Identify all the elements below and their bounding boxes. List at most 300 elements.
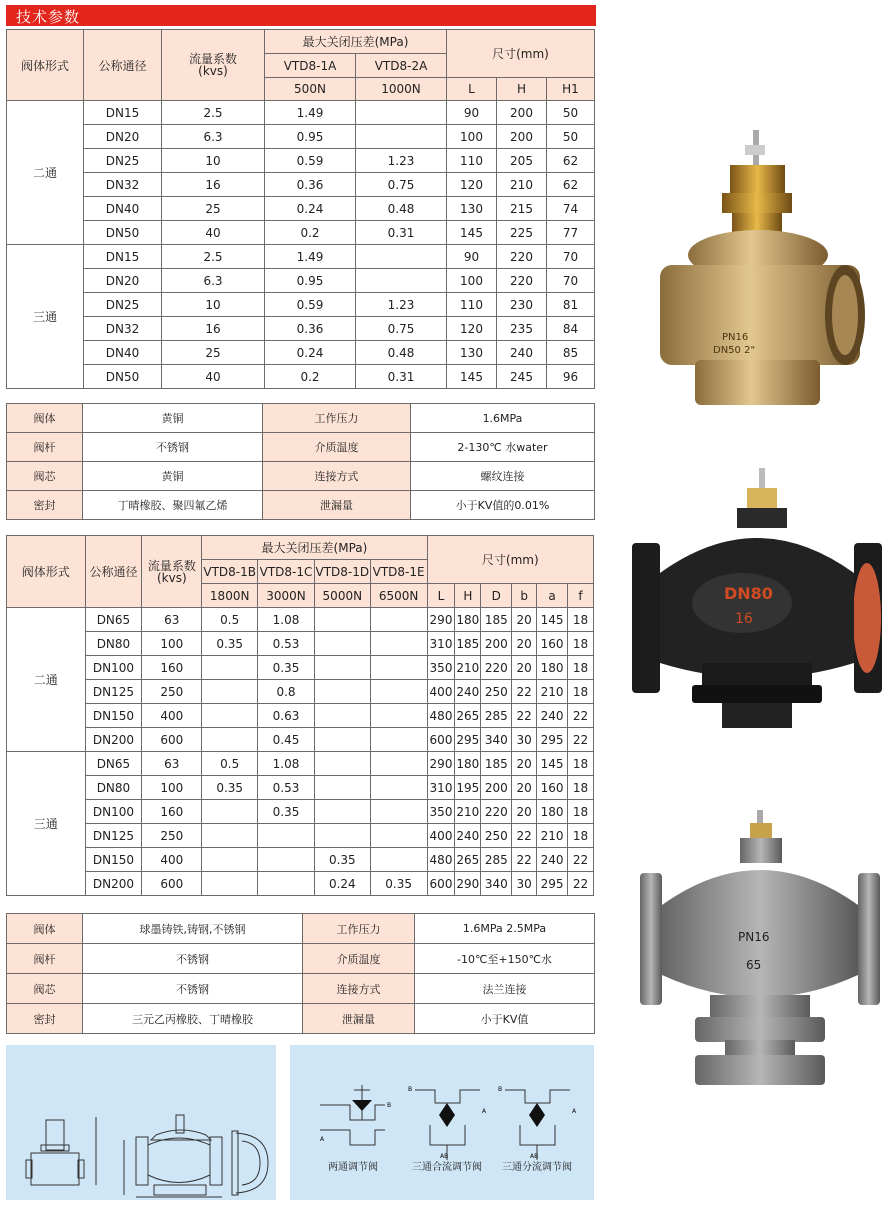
material-value: 螺纹连接 <box>411 462 595 491</box>
table-cell: 160 <box>537 632 568 656</box>
material-label: 连接方式 <box>263 462 411 491</box>
table-cell: 130 <box>447 197 497 221</box>
dimension-drawing <box>6 1045 276 1200</box>
table-cell: 0.35 <box>202 776 258 800</box>
table-cell <box>314 680 370 704</box>
table-cell: 480 <box>427 704 455 728</box>
col-dn: 公称通径 <box>85 536 142 608</box>
col-size: 尺寸(mm) <box>447 30 595 78</box>
table-cell: 290 <box>455 872 481 896</box>
material-value: 球墨铸铁,铸钢,不锈钢 <box>83 914 303 944</box>
col-type: 阀体形式 <box>7 30 84 101</box>
table-cell: 18 <box>568 608 594 632</box>
col-dn: 公称通径 <box>84 30 162 101</box>
table-cell: 10 <box>162 149 265 173</box>
port-a-label: A <box>320 1136 325 1143</box>
brass-valve-photo <box>650 125 865 415</box>
table-cell: 25 <box>162 341 265 365</box>
table-cell <box>202 872 258 896</box>
material-row <box>7 914 595 944</box>
table-cell: 130 <box>447 341 497 365</box>
table-cell: 22 <box>568 848 594 872</box>
table-cell: DN125 <box>85 824 142 848</box>
table-cell: DN150 <box>85 848 142 872</box>
col-dim: b <box>512 584 537 608</box>
table-cell: 145 <box>447 221 497 245</box>
table-cell <box>370 752 427 776</box>
table-cell: 180 <box>455 752 481 776</box>
table-cell: 85 <box>547 341 595 365</box>
table-cell: 20 <box>512 752 537 776</box>
table-cell: 290 <box>427 608 455 632</box>
table-cell: 185 <box>481 752 512 776</box>
table-cell: 0.24 <box>314 872 370 896</box>
table-cell: 215 <box>497 197 547 221</box>
table-cell: 0.31 <box>356 365 447 389</box>
table-row <box>7 365 595 389</box>
material-value: 不锈钢 <box>83 974 303 1004</box>
col-type: 阀体形式 <box>7 536 86 608</box>
table-cell: 0.35 <box>314 848 370 872</box>
table-cell: 20 <box>512 608 537 632</box>
col-model: VTD8-1B <box>202 560 258 584</box>
table-cell: 22 <box>512 848 537 872</box>
material-value: 小于KV值 <box>415 1004 595 1034</box>
table-cell <box>314 776 370 800</box>
material-value: 丁晴橡胶、聚四氟乙烯 <box>83 491 263 520</box>
table-cell: 210 <box>497 173 547 197</box>
table-cell: 120 <box>447 173 497 197</box>
table-cell: DN50 <box>84 365 162 389</box>
table-cell <box>356 245 447 269</box>
table-cell: DN65 <box>85 752 142 776</box>
port-a-label-div: A <box>572 1108 577 1115</box>
table-cell: 310 <box>427 632 455 656</box>
table-cell: 400 <box>142 704 202 728</box>
table-cell: 100 <box>142 776 202 800</box>
row-group-label: 三通 <box>7 752 86 896</box>
material-label: 阀杆 <box>7 433 83 462</box>
table-cell: DN20 <box>84 269 162 293</box>
table-cell: 285 <box>481 848 512 872</box>
table-cell: 40 <box>162 365 265 389</box>
material-label: 阀芯 <box>7 462 83 491</box>
col-flow-unit: (kvs) <box>198 64 228 78</box>
material-value: 2-130℃ 水water <box>411 433 595 462</box>
table-cell <box>370 824 427 848</box>
table-cell: 480 <box>427 848 455 872</box>
table-cell: 240 <box>537 848 568 872</box>
table-cell: DN200 <box>85 728 142 752</box>
col-dim: L <box>427 584 455 608</box>
table-cell <box>202 824 258 848</box>
table-cell: 340 <box>481 728 512 752</box>
table-cell: 20 <box>512 800 537 824</box>
table-cell: 40 <box>162 221 265 245</box>
table-row <box>7 101 595 125</box>
table-cell: 210 <box>537 680 568 704</box>
table-cell: 16 <box>162 173 265 197</box>
table-cell: 0.59 <box>265 293 356 317</box>
table-cell: 0.36 <box>265 317 356 341</box>
table-cell: 600 <box>427 872 455 896</box>
table-cell: 22 <box>512 704 537 728</box>
table-row <box>7 197 595 221</box>
table-cell: DN32 <box>84 173 162 197</box>
table-row <box>7 752 594 776</box>
table-cell: 18 <box>568 752 594 776</box>
table-cell <box>370 728 427 752</box>
port-b-label: B <box>387 1102 392 1109</box>
table-cell <box>356 269 447 293</box>
table-cell: DN25 <box>84 293 162 317</box>
table-cell: DN100 <box>85 656 142 680</box>
table-cell: 265 <box>455 848 481 872</box>
table-cell: 160 <box>142 800 202 824</box>
table-cell: 350 <box>427 656 455 680</box>
table-cell: 62 <box>547 173 595 197</box>
table-row <box>7 872 594 896</box>
table-cell <box>202 848 258 872</box>
col-model: VTD8-1C <box>258 560 315 584</box>
table-cell: DN125 <box>85 680 142 704</box>
col-model: VTD8-1E <box>370 560 427 584</box>
table-cell: DN32 <box>84 317 162 341</box>
material-table-flanged <box>6 913 595 1034</box>
col-dim: D <box>481 584 512 608</box>
table-cell: 0.59 <box>265 149 356 173</box>
table-cell: 160 <box>142 656 202 680</box>
table-cell: 290 <box>427 752 455 776</box>
material-label: 阀芯 <box>7 974 83 1004</box>
table-cell: DN200 <box>85 872 142 896</box>
table-cell: 22 <box>568 728 594 752</box>
material-label: 阀杆 <box>7 944 83 974</box>
table-cell: 18 <box>568 632 594 656</box>
table-cell: 63 <box>142 752 202 776</box>
table-cell: 0.35 <box>370 872 427 896</box>
table-cell: 240 <box>537 704 568 728</box>
material-row <box>7 491 595 520</box>
col-pressure: 最大关闭压差(MPa) <box>202 536 427 560</box>
material-row <box>7 404 595 433</box>
table-cell: 400 <box>142 848 202 872</box>
col-force: 6500N <box>370 584 427 608</box>
table-cell: 100 <box>447 269 497 293</box>
material-label: 密封 <box>7 1004 83 1034</box>
table-cell: DN80 <box>85 632 142 656</box>
table-cell: 235 <box>497 317 547 341</box>
table-cell: 16 <box>162 317 265 341</box>
table-cell: 84 <box>547 317 595 341</box>
table-cell: 0.35 <box>202 632 258 656</box>
table-cell: 110 <box>447 149 497 173</box>
port-ab-label-div: AB <box>530 1153 539 1160</box>
table-cell: 0.48 <box>356 197 447 221</box>
table-row <box>7 824 594 848</box>
table-cell: DN100 <box>85 800 142 824</box>
material-value: 黄铜 <box>83 404 263 433</box>
table-cell: 200 <box>481 632 512 656</box>
table-cell: 1.23 <box>356 293 447 317</box>
table-cell: 145 <box>537 608 568 632</box>
table-cell: 0.95 <box>265 125 356 149</box>
table-cell: 160 <box>537 776 568 800</box>
table-cell: 600 <box>142 728 202 752</box>
table-cell: 120 <box>447 317 497 341</box>
table-row <box>7 341 595 365</box>
col-model: VTD8-1D <box>314 560 370 584</box>
table-cell: 240 <box>455 824 481 848</box>
table-cell: 0.75 <box>356 317 447 341</box>
port-b-label-div: B <box>498 1086 503 1093</box>
col-model-b: VTD8-2A <box>356 54 447 78</box>
table-cell: 63 <box>142 608 202 632</box>
material-label: 工作压力 <box>263 404 411 433</box>
material-value: 三元乙丙橡胶、丁晴橡胶 <box>83 1004 303 1034</box>
table-row <box>7 245 595 269</box>
table-cell: 110 <box>447 293 497 317</box>
table-row <box>7 221 595 245</box>
table-cell: 77 <box>547 221 595 245</box>
col-flow-unit: (kvs) <box>156 570 187 585</box>
valve1-marking-pn: PN16 <box>722 332 749 343</box>
table-cell: 0.48 <box>356 341 447 365</box>
table-row <box>7 269 595 293</box>
material-row <box>7 944 595 974</box>
table-cell: 240 <box>497 341 547 365</box>
table-cell: 22 <box>568 704 594 728</box>
table-cell <box>258 848 315 872</box>
flow-schematics <box>290 1045 594 1200</box>
table-cell <box>202 704 258 728</box>
table-row <box>7 632 594 656</box>
table-cell: 10 <box>162 293 265 317</box>
table-cell: 210 <box>537 824 568 848</box>
valve3-marking-dn: 65 <box>746 958 762 972</box>
table-cell: 0.45 <box>258 728 315 752</box>
table-cell <box>370 848 427 872</box>
material-label: 连接方式 <box>303 974 415 1004</box>
table-cell: DN15 <box>84 245 162 269</box>
table-cell: 220 <box>497 269 547 293</box>
table-cell <box>258 872 315 896</box>
table-cell <box>356 101 447 125</box>
row-group-label: 三通 <box>7 245 84 389</box>
col-force: 3000N <box>258 584 315 608</box>
table-cell: 18 <box>568 680 594 704</box>
table-cell <box>370 656 427 680</box>
table-cell: 50 <box>547 125 595 149</box>
table-cell: 265 <box>455 704 481 728</box>
table-cell: 1.08 <box>258 752 315 776</box>
table-cell: 6.3 <box>162 125 265 149</box>
table-row <box>7 848 594 872</box>
material-row <box>7 974 595 1004</box>
table-cell: 185 <box>481 608 512 632</box>
table-cell: 145 <box>447 365 497 389</box>
table-cell: 310 <box>427 776 455 800</box>
section-header <box>6 5 596 26</box>
material-value: 法兰连接 <box>415 974 595 1004</box>
table-cell: 100 <box>142 632 202 656</box>
material-label: 阀体 <box>7 404 83 433</box>
table-cell: 18 <box>568 800 594 824</box>
table-cell: 400 <box>427 824 455 848</box>
table-cell: 22 <box>512 680 537 704</box>
table-cell: 225 <box>497 221 547 245</box>
port-a-label-mix: A <box>482 1108 487 1115</box>
col-flow <box>142 536 202 608</box>
table-cell: 1.23 <box>356 149 447 173</box>
black-flanged-valve-photo <box>632 463 882 738</box>
table-cell: 210 <box>455 656 481 680</box>
table-cell: DN65 <box>85 608 142 632</box>
table-cell: 250 <box>481 680 512 704</box>
caption-two-way: 两通调节阀 <box>328 1162 378 1173</box>
table-cell: 1.49 <box>265 245 356 269</box>
material-value: 不锈钢 <box>83 433 263 462</box>
col-model-a: VTD8-1A <box>265 54 356 78</box>
table-cell: 200 <box>497 101 547 125</box>
valve2-marking-pn: 16 <box>735 611 753 627</box>
table-cell: DN50 <box>84 221 162 245</box>
table-cell: 6.3 <box>162 269 265 293</box>
port-ab-label-mix: AB <box>440 1153 449 1160</box>
table-cell: 0.95 <box>265 269 356 293</box>
table-cell <box>370 680 427 704</box>
table-cell: 230 <box>497 293 547 317</box>
material-label: 密封 <box>7 491 83 520</box>
table-cell: 180 <box>537 800 568 824</box>
table-cell <box>314 728 370 752</box>
col-pressure: 最大关闭压差(MPa) <box>265 30 447 54</box>
table-cell: 30 <box>512 872 537 896</box>
table-cell: 0.63 <box>258 704 315 728</box>
material-label: 泄漏量 <box>303 1004 415 1034</box>
valve2-marking-dn: DN80 <box>724 584 773 603</box>
table-cell: 200 <box>497 125 547 149</box>
table-cell: 220 <box>481 656 512 680</box>
table-cell: 0.35 <box>258 656 315 680</box>
material-value: -10℃至+150℃水 <box>415 944 595 974</box>
table-cell: DN80 <box>85 776 142 800</box>
table-cell: 100 <box>447 125 497 149</box>
table-cell: 96 <box>547 365 595 389</box>
table-cell: 0.5 <box>202 752 258 776</box>
table-cell: 210 <box>455 800 481 824</box>
table-cell <box>370 632 427 656</box>
table-cell: 220 <box>481 800 512 824</box>
col-dim: f <box>568 584 594 608</box>
col-dim: a <box>537 584 568 608</box>
section-title: 技术参数 <box>16 8 81 26</box>
table-cell: 0.5 <box>202 608 258 632</box>
table-cell <box>314 632 370 656</box>
table-cell: 245 <box>497 365 547 389</box>
material-label: 阀体 <box>7 914 83 944</box>
table-cell: 195 <box>455 776 481 800</box>
table-cell: 600 <box>427 728 455 752</box>
table-row <box>7 704 594 728</box>
material-label: 工作压力 <box>303 914 415 944</box>
table-cell: 30 <box>512 728 537 752</box>
table-cell: 0.24 <box>265 197 356 221</box>
table-cell <box>314 752 370 776</box>
table-cell: 185 <box>455 632 481 656</box>
table-row <box>7 125 595 149</box>
table-cell: 2.5 <box>162 101 265 125</box>
table-cell <box>314 800 370 824</box>
table-cell: 180 <box>537 656 568 680</box>
table-cell: 74 <box>547 197 595 221</box>
table-cell: 70 <box>547 245 595 269</box>
table-cell: 0.2 <box>265 365 356 389</box>
table-row <box>7 728 594 752</box>
table-row <box>7 680 594 704</box>
table-cell: 90 <box>447 101 497 125</box>
col-size: 尺寸(mm) <box>427 536 593 584</box>
table-cell: 50 <box>547 101 595 125</box>
table-cell <box>370 776 427 800</box>
table-cell: 0.36 <box>265 173 356 197</box>
table-cell <box>202 680 258 704</box>
table-cell: 0.35 <box>258 800 315 824</box>
dimension-diagram-panel <box>6 1045 276 1200</box>
table-cell: DN25 <box>84 149 162 173</box>
valve1-marking-dn: DN50 2" <box>713 345 756 356</box>
material-value: 小于KV值的0.01% <box>411 491 595 520</box>
table-cell: 205 <box>497 149 547 173</box>
table-cell: 250 <box>481 824 512 848</box>
table-cell <box>258 824 315 848</box>
table-row <box>7 656 594 680</box>
col-H: H <box>497 78 547 101</box>
table-cell: DN40 <box>84 197 162 221</box>
col-force-a: 500N <box>265 78 356 101</box>
table-row <box>7 608 594 632</box>
table-cell: 350 <box>427 800 455 824</box>
table-cell: 0.75 <box>356 173 447 197</box>
table-cell: DN150 <box>85 704 142 728</box>
col-flow <box>162 30 265 101</box>
table-cell: 340 <box>481 872 512 896</box>
table-cell: 295 <box>537 872 568 896</box>
table-cell <box>314 704 370 728</box>
spec-table-flanged <box>6 535 594 896</box>
spec-table-threaded <box>6 29 595 389</box>
material-value: 黄铜 <box>83 462 263 491</box>
col-force: 1800N <box>202 584 258 608</box>
table-cell: 1.49 <box>265 101 356 125</box>
table-cell: 70 <box>547 269 595 293</box>
grey-flanged-valve-photo <box>640 805 880 1090</box>
table-cell: 0.53 <box>258 776 315 800</box>
table-cell: 1.08 <box>258 608 315 632</box>
table-row <box>7 293 595 317</box>
row-group-label: 二通 <box>7 101 84 245</box>
table-row <box>7 317 595 341</box>
table-cell <box>314 824 370 848</box>
col-force-b: 1000N <box>356 78 447 101</box>
table-cell: 250 <box>142 824 202 848</box>
material-value: 1.6MPa <box>411 404 595 433</box>
col-L: L <box>447 78 497 101</box>
table-cell: 400 <box>427 680 455 704</box>
table-cell: 22 <box>568 872 594 896</box>
table-cell: 295 <box>455 728 481 752</box>
table-cell: 285 <box>481 704 512 728</box>
